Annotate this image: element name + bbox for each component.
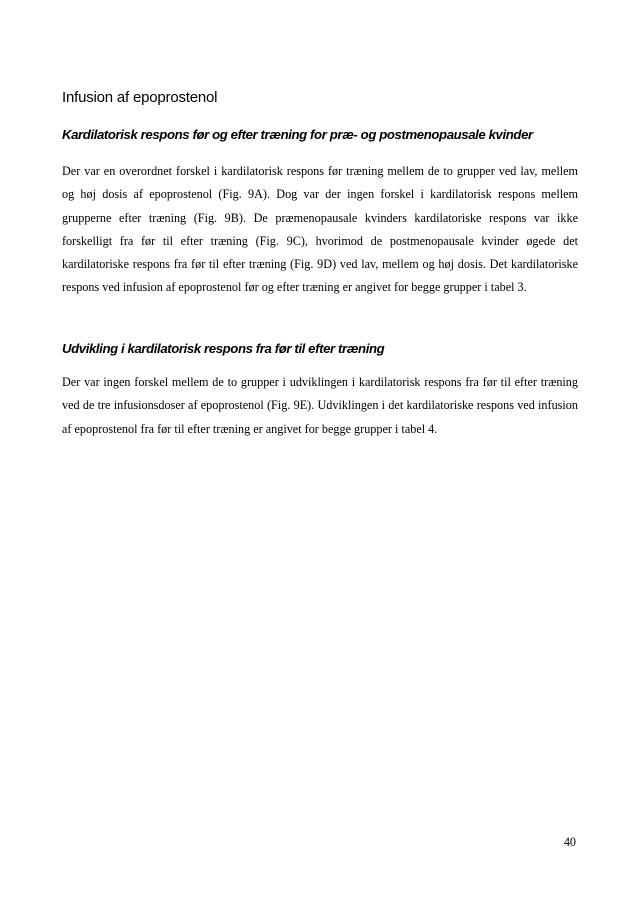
paragraph-cardiodilatory-response: Der var en overordnet forskel i kardilatorisk respons før træning mellem de to grupper ved lav, mellem og høj dosis af epoprostenol (Fig. 9A). Dog var der ingen forskel i kardilatorisk respons mellem grupperne efter træning (Fig. 9B). De præmenopausale kvinders kardilatoriske respons var ikke forskelligt fra før til efter træning (Fig. 9C), hvorimod de postmenopausale kvinder øgede det kardilatoriske respons fra før til efter træning (Fig. 9D) ved lav, mellem og høj dosis. Det kardilatoriske respons ved infusion af epoprostenol før og efter træning er angivet for begge grupper i tabel 3.	[62, 164, 578, 295]
section-title: Infusion af epoprostenol	[62, 89, 218, 106]
page-number: 40	[563, 835, 576, 849]
subsection-heading-development: Udvikling i kardilatorisk respons fra før til efter træning	[62, 341, 385, 356]
paragraph-development: Der var ingen forskel mellem de to grupper i udviklingen i kardilatorisk respons fra før til efter træning ved de tre infusionsdoser af epoprostenol (Fig. 9E). Udviklingen i det kardilatoriske respons ved infusion af epoprostenol fra før til efter træning er angivet for begge grupper i tabel 4.	[62, 375, 578, 436]
subsection-heading-cardiodilatory-response: Kardilatorisk respons før og efter træning for præ- og postmenopausale kvinder	[62, 127, 533, 142]
